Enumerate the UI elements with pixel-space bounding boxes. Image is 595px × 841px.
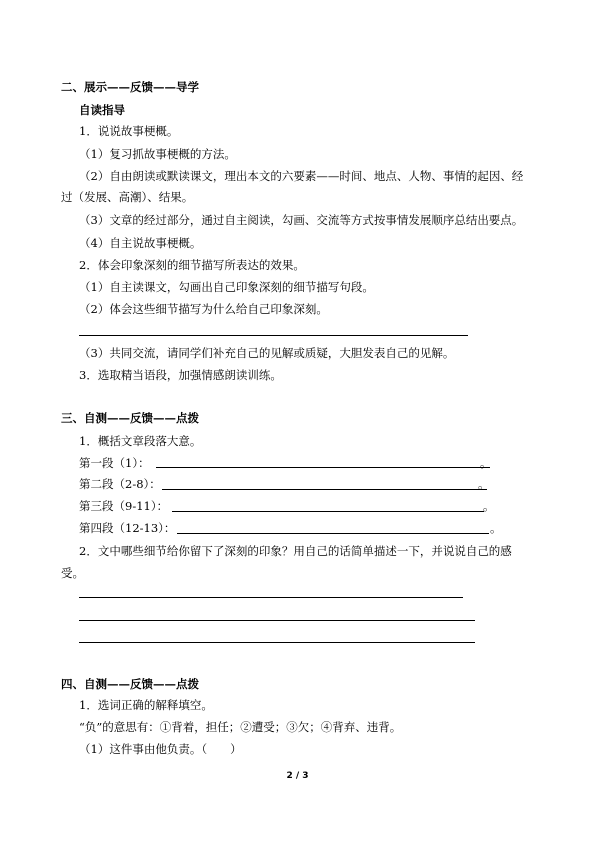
fill-item-1: （1）这件事由他负责。（ ） <box>79 742 242 756</box>
paragraph-answer-line-3[interactable] <box>172 511 484 512</box>
section-heading-3: 三、自测——反馈——点拨 <box>61 411 199 425</box>
question-1: 1．选词正确的解释填空。 <box>79 698 213 712</box>
paragraph-end-4: 。 <box>490 521 502 535</box>
paragraph-label-3: 第三段（9-11）： <box>79 499 169 513</box>
word-meanings: “负”的意思有：①背着，担任；②遭受；③欠；④背弃、违背。 <box>79 720 402 734</box>
section-heading-2: 二、展示——反馈——导学 <box>61 80 199 94</box>
text-line: （2）自由朗读或默读课文，理出本文的六要素——时间、地点、人物、事情的起因、经 <box>79 169 524 183</box>
text-line: （1）自主读课文，勾画出自己印象深刻的细节描写句段。 <box>79 280 374 294</box>
text-line: 3．选取精当语段，加强情感朗读训练。 <box>79 368 282 382</box>
paragraph-end-2: 。 <box>478 477 490 491</box>
section-heading-4: 四、自测——反馈——点拨 <box>61 677 199 691</box>
question-1: 1．概括文章段落大意。 <box>79 434 202 448</box>
text-line: （3）共同交流，请同学们补充自己的见解或质疑，大胆发表自己的见解。 <box>79 346 455 360</box>
subheading-reading-guide: 自读指导 <box>79 103 125 117</box>
text-line: （1）复习抓故事梗概的方法。 <box>79 147 236 161</box>
paragraph-answer-line-1[interactable] <box>156 467 490 468</box>
paragraph-answer-line-4[interactable] <box>177 533 489 534</box>
text-line: 过（发展、高潮）、结果。 <box>61 190 194 204</box>
answer-line[interactable] <box>79 335 468 336</box>
text-line: （3）文章的经过部分，通过自主阅读，勾画、交流等方式按事情发展顺序总结出要点。 <box>79 213 524 227</box>
text-line: 2．体会印象深刻的细节描写所表达的效果。 <box>79 258 305 272</box>
page-number: 2 / 3 <box>286 771 309 781</box>
paragraph-answer-line-2[interactable] <box>162 489 487 490</box>
paragraph-label-1: 第一段（1）： <box>79 456 150 470</box>
paragraph-end-1: 。 <box>480 456 492 470</box>
text-line: （2）体会这些细节描写为什么给自己印象深刻。 <box>79 302 328 316</box>
answer-line[interactable] <box>79 642 475 643</box>
question-2: 2．文中哪些细节给你留下了深刻的印象？用自己的话简单描述一下，并说说自己的感 <box>79 544 512 558</box>
paragraph-end-3: 。 <box>483 499 495 513</box>
paragraph-label-4: 第四段（12-13）： <box>79 521 176 535</box>
question-2-cont: 受。 <box>61 566 84 580</box>
text-line: 1．说说故事梗概。 <box>79 124 179 138</box>
paragraph-label-2: 第二段（2-8）： <box>79 477 161 491</box>
text-line: （4）自主说故事梗概。 <box>79 236 202 250</box>
answer-line[interactable] <box>79 597 463 598</box>
answer-line[interactable] <box>79 620 475 621</box>
